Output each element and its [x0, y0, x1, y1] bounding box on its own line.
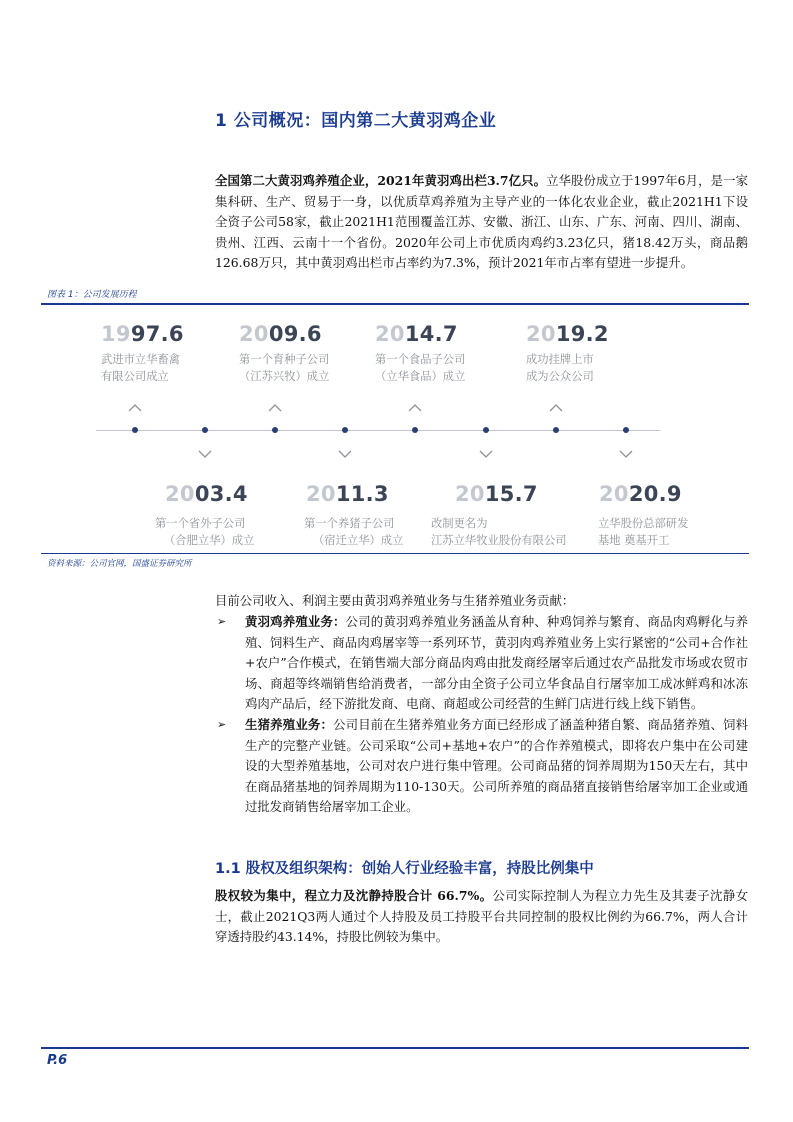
event-year: 2011.3 — [306, 482, 389, 506]
figure-bottom-rule — [41, 553, 749, 554]
timeline-dot — [412, 427, 418, 433]
subsection-title: 1.1 股权及组织架构：创始人行业经验丰富，持股比例集中 — [215, 861, 594, 877]
arrow-bullet-icon: ➢ — [217, 717, 227, 731]
timeline-event-top — [526, 322, 609, 385]
event-description: 改制更名为 江苏立华牧业股份有限公司 — [431, 517, 567, 547]
chevron-up-icon — [127, 403, 143, 413]
chevron-down-icon — [618, 449, 634, 459]
intro-paragraph — [215, 171, 748, 274]
event-description: 武进市立华畜禽 有限公司成立 — [101, 353, 181, 383]
revenue-intro: 目前公司收入、利润主要由黄羽鸡养殖业务与生猪养殖业务贡献： — [215, 593, 575, 608]
event-description: 立华股份总部研发 基地 奠基开工 — [598, 517, 689, 547]
bullet-body: 公司目前在生猪养殖业务方面已经形成了涵盖种猪自繁、商品猪养殖、饲料生产的完整产业链。公司采取“公司+基地+农户”的合作养殖模式，即将农户集中在公司建设的大型养殖基地，公司对农户进行集中管理。公司商品猪的饲养周期为150天左右，其中在商品猪基地的饲养周期为110-130天。公司所养殖的商品猪直接销售给屠宰加工企业或通过批发商销售给屠宰加工企业。 — [245, 716, 749, 815]
timeline-dot — [483, 427, 489, 433]
timeline-event-top — [239, 322, 329, 385]
business-list — [215, 612, 748, 818]
event-year: 2020.9 — [599, 482, 682, 506]
event-description: 第一个养猪子公司 （宿迁立华）成立 — [304, 517, 404, 547]
figure-caption: 图表 1：公司发展历程 — [47, 290, 137, 300]
bullet-lead: 生猪养殖业务： — [245, 716, 334, 732]
event-description: 第一个食品子公司 （立华食品）成立 — [375, 353, 466, 383]
equity-body: 公司实际控制人为程立力先生及其妻子沈静女士，截止2021Q3两人通过个人持股及员工持股平台共同控制的股权比例约为66.7%，两人合计穿透持股约43.14%，持股比例较为集中。 — [215, 888, 749, 945]
footer-rule — [41, 1047, 749, 1049]
timeline-dot — [553, 427, 559, 433]
page-number: P.6 — [47, 1053, 68, 1068]
event-description: 第一个育种子公司 （江苏兴牧）成立 — [239, 353, 330, 383]
chevron-down-icon — [337, 449, 353, 459]
timeline-event-bottom — [599, 482, 682, 506]
event-year: 2003.4 — [165, 482, 248, 506]
timeline-event-top — [101, 322, 184, 385]
list-item — [215, 715, 748, 818]
event-year: 2014.7 — [375, 322, 458, 346]
timeline-event-bottom — [455, 482, 538, 506]
event-year: 2009.6 — [239, 322, 322, 346]
timeline-dot — [623, 427, 629, 433]
timeline-event-bottom — [306, 482, 389, 506]
event-description: 第一个省外子公司 （合肥立华）成立 — [155, 517, 255, 547]
timeline-event-top — [375, 322, 465, 385]
chevron-down-icon — [478, 449, 494, 459]
equity-lead: 股权较为集中，程立力及沈静持股合计 66.7%。 — [215, 888, 493, 903]
figure-top-rule — [41, 303, 749, 305]
intro-lead: 全国第二大黄羽鸡养殖企业，2021年黄羽鸡出栏3.7亿只。 — [215, 173, 547, 188]
timeline-event-bottom — [165, 482, 248, 506]
figure-source: 资料来源：公司官网，国盛证券研究所 — [47, 559, 192, 569]
event-year: 2019.2 — [526, 322, 609, 346]
timeline-dot — [272, 427, 278, 433]
chevron-up-icon — [267, 403, 283, 413]
bullet-lead: 黄羽鸡养殖业务： — [245, 614, 346, 629]
chevron-up-icon — [407, 403, 423, 413]
section-title: 1 公司概况：国内第二大黄羽鸡企业 — [215, 111, 497, 131]
event-year: 1997.6 — [101, 322, 184, 346]
chevron-up-icon — [548, 403, 564, 413]
intro-body: 立华股份成立于1997年6月，是一家集科研、生产、贸易于一身，以优质草鸡养殖为主导产业的一体化农业企业，截止2021H1下设全资子公司58家，截止2021H1范围覆盖江苏、安徽、浙江、山东、广东、河南、四川、湖南、贵州、江西、云南十一个省份。2020年公司上市优质肉鸡约3.23亿只，猪18.42万头，商品鹅126.68万只，其中黄羽鸡出栏市占率约为7.3%，预计2021年市占率有望进一步提升。 — [215, 173, 748, 271]
event-description: 成功挂牌上市 成为公众公司 — [526, 353, 594, 383]
timeline-dot — [342, 427, 348, 433]
event-year: 2015.7 — [455, 482, 538, 506]
timeline-axis — [96, 430, 660, 431]
arrow-bullet-icon: ➢ — [217, 615, 227, 628]
chevron-down-icon — [197, 449, 213, 459]
list-item — [215, 612, 748, 715]
bullet-body: 公司的黄羽鸡养殖业务涵盖从育种、种鸡饲养与繁育、商品肉鸡孵化与养殖、饲料生产、商品肉鸡屠宰等一系列环节，黄羽肉鸡养殖业务上实行紧密的“公司+合作社+农户”合作模式，在销售端大部分商品肉鸡由批发商经屠宰后通过农产品批发市场或农贸市场、商超等终端销售给消费者，一部分由全资子公司立华食品自行屠宰加工成冰鲜鸡和冰冻鸡肉产品后，经下游批发商、电商、商超或公司经营的生鲜门店进行线上线下销售。 — [245, 614, 749, 712]
equity-paragraph — [215, 886, 748, 948]
timeline-dot — [202, 427, 208, 433]
timeline-dot — [132, 427, 138, 433]
